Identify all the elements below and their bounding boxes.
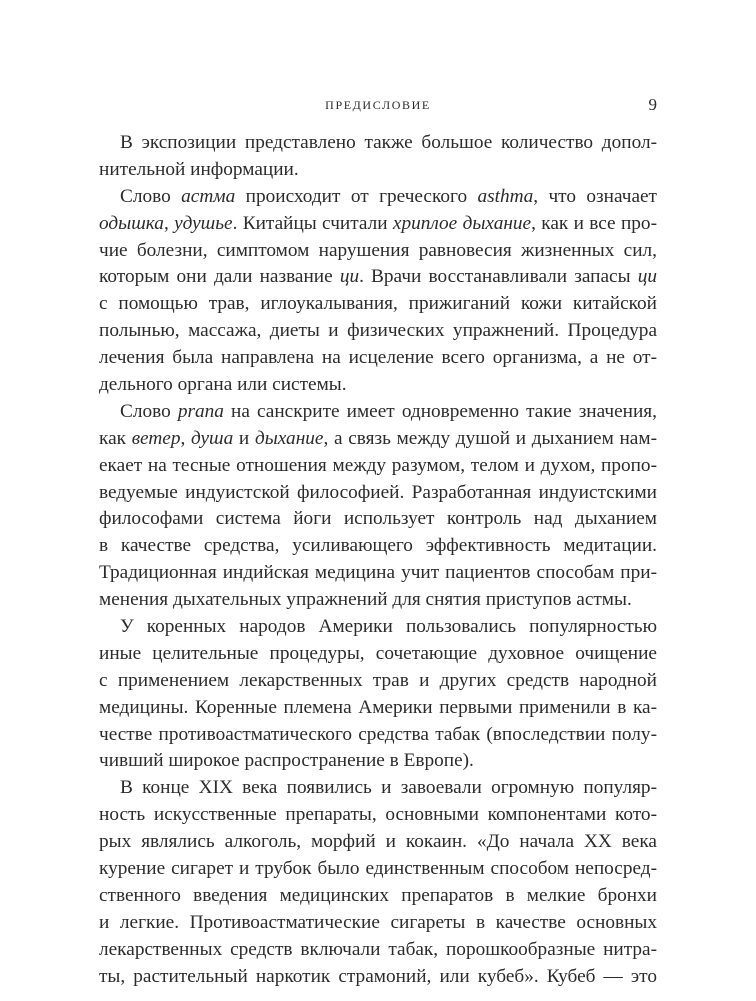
text-line: нительной информации. <box>99 158 299 180</box>
text-line: дельного органа или системы. <box>99 374 347 396</box>
text-line: ведуемые индуистской философией. Разработанная индуистскими <box>99 481 657 503</box>
page-number: 9 <box>648 95 657 114</box>
text-line: курение сигарет и трубок было единственным способом непосред- <box>99 858 657 880</box>
text-line: рых являлись алкоголь, морфий и кокаин. «До начала XX века <box>99 831 657 853</box>
page-header <box>0 93 756 117</box>
text-line: с применением лекарственных трав и других средств народной <box>99 669 657 691</box>
text-line: лекарственных средств включали табак, порошкообразные нитра- <box>99 938 657 960</box>
text-line: Слово prana на санскрите имеет одновременно такие значения, <box>120 400 657 422</box>
text-line: иные целительные процедуры, сочетающие духовное очищение <box>99 642 657 664</box>
running-title: ПРЕДИСЛОВИЕ <box>325 98 431 112</box>
text-line: философами система йоги использует контроль над дыханием <box>99 508 657 530</box>
text-line: ты, растительный наркотик страмоний, или кубеб». Кубеб — это <box>99 965 657 987</box>
text-line: полынью, массажа, диеты и физических упражнений. Процедура <box>99 320 657 342</box>
text-line: как ветер, душа и дыхание, а связь между душой и дыханием нам- <box>99 427 657 449</box>
text-line: медицины. Коренные племена Америки первыми применили в ка- <box>99 696 657 718</box>
text-line: екает на тесные отношения между разумом, телом и духом, пропо- <box>99 454 657 476</box>
text-line: У коренных народов Америки пользовались популярностью <box>120 616 657 638</box>
text-line: ственного введения медицинских препаратов в мелкие бронхи <box>99 884 657 906</box>
text-line: В конце XIX века появились и завоевали огромную популяр- <box>120 777 657 799</box>
text-line: которым они дали название ци. Врачи восстанавливали запасы ци <box>99 266 657 288</box>
text-line: Традиционная индийская медицина учит пациентов способам при- <box>99 562 657 584</box>
text-line: лечения была направлена на исцеление всего организма, а не от- <box>99 347 657 369</box>
text-line: честве противоастматического средства табак (впоследствии полу- <box>99 723 657 745</box>
text-line: Слово астма происходит от греческого asthma, что означает <box>120 185 657 207</box>
body-text <box>99 130 657 991</box>
text-line: с помощью трав, иглоукалывания, прижиганий кожи китайской <box>99 293 657 315</box>
text-line: чивший широкое распространение в Европе). <box>99 750 474 772</box>
text-line: В экспозиции представлено также большое количество допол- <box>120 132 657 153</box>
text-line: ность искусственные препараты, основными компонентами кото- <box>99 804 657 826</box>
text-line: менения дыхательных упражнений для снятия приступов астмы. <box>99 589 632 611</box>
text-line: и легкие. Противоастматические сигареты в качестве основных <box>99 911 657 933</box>
text-line: чие болезни, симптомом нарушения равновесия жизненных сил, <box>99 239 657 261</box>
text-line: одышка, удушье. Китайцы считали хриплое дыхание, как и все про- <box>99 212 657 234</box>
text-line: в качестве средства, усиливающего эффективность медитации. <box>99 535 657 557</box>
